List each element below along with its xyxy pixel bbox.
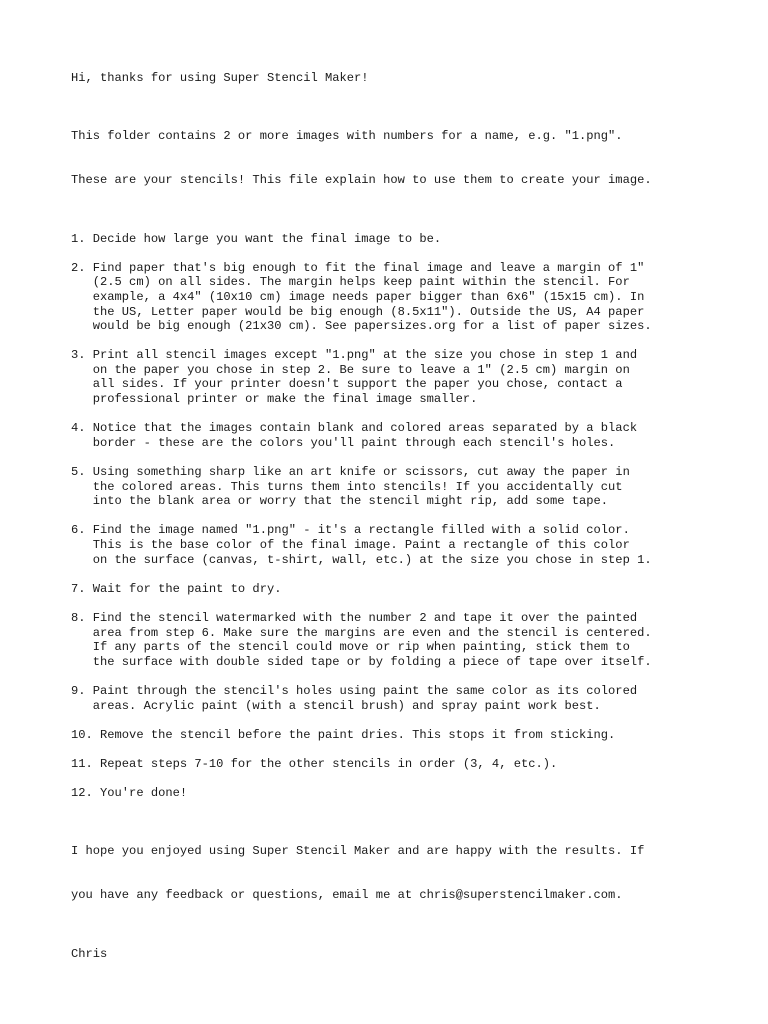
step-item: [71, 684, 761, 713]
step-line: into the blank area or worry that the stencil might rip, add some tape.: [71, 494, 609, 509]
step-line: 12. You're done!: [71, 786, 188, 801]
step-item: [71, 261, 761, 334]
step-line: This is the base color of the final image. Paint a rectangle of this color: [71, 538, 630, 552]
step-line: 5. Using something sharp like an art knife or scissors, cut away the paper in: [71, 465, 630, 480]
step-item: [71, 232, 761, 247]
step-line: 2. Find paper that's big enough to fit the final image and leave a margin of 1": [71, 260, 645, 275]
step-line: 8. Find the stencil watermarked with the number 2 and tape it over the painted: [71, 610, 638, 625]
step-line: 1. Decide how large you want the final image to be.: [71, 231, 442, 246]
step-line: 11. Repeat steps 7-10 for the other stencils in order (3, 4, etc.).: [71, 756, 558, 771]
step-line: professional printer or make the final image smaller.: [71, 392, 478, 407]
step-item: [71, 582, 761, 597]
step-line: on the surface (canvas, t-shirt, wall, etc.) at the size you chose in step 1.: [71, 552, 652, 567]
steps-list: [71, 232, 761, 801]
step-item: [71, 786, 761, 801]
step-item: [71, 348, 761, 406]
step-line: the colored areas. This turns them into stencils! If you accidentally cut: [71, 479, 623, 494]
step-line: on the paper you chose in step 2. Be sure to leave a 1" (2.5 cm) margin on: [71, 362, 630, 377]
step-item: [71, 757, 761, 772]
step-line: 6. Find the image named "1.png" - it's a rectangle filled with a solid color.: [71, 523, 630, 538]
closing-line: you have any feedback or questions, email me at chris@superstencilmaker.com.: [71, 888, 623, 903]
intro-line: These are your stencils! This file explain how to use them to create your image.: [71, 173, 652, 188]
step-item: [71, 465, 761, 509]
step-line: example, a 4x4" (10x10 cm) image needs paper bigger than 6x6" (15x15 cm). In: [71, 289, 645, 304]
step-line: would be big enough (21x30 cm). See papersizes.org for a list of paper sizes.: [71, 319, 652, 334]
closing-paragraph: [71, 815, 761, 932]
greeting-line: Hi, thanks for using Super Stencil Maker!: [71, 71, 369, 85]
step-line: 3. Print all stencil images except "1.png" at the size you chose in step 1 and: [71, 348, 638, 363]
step-line: all sides. If your printer doesn't support the paper you chose, contact a: [71, 377, 623, 392]
step-line: the US, Letter paper would be big enough (8.5x11"). Outside the US, A4 paper: [71, 304, 645, 319]
step-line: border - these are the colors you'll paint through each stencil's holes.: [71, 435, 616, 450]
step-line: If any parts of the stencil could move or rip when painting, stick them to: [71, 640, 630, 655]
step-line: 4. Notice that the images contain blank and colored areas separated by a black: [71, 421, 638, 436]
step-item: [71, 728, 761, 743]
step-line: areas. Acrylic paint (with a stencil brush) and spray paint work best.: [71, 698, 601, 713]
closing-line: I hope you enjoyed using Super Stencil Maker and are happy with the results. If: [71, 844, 645, 859]
intro-line: This folder contains 2 or more images with numbers for a name, e.g. "1.png".: [71, 129, 623, 144]
step-line: 10. Remove the stencil before the paint dries. This stops it from sticking.: [71, 727, 616, 742]
step-line: (2.5 cm) on all sides. The margin helps keep paint within the stencil. For: [71, 275, 630, 290]
step-item: [71, 611, 761, 669]
step-line: area from step 6. Make sure the margins are even and the stencil is centered.: [71, 625, 652, 640]
step-line: the surface with double sided tape or by folding a piece of tape over itself.: [71, 654, 652, 669]
intro-paragraph: [71, 100, 761, 217]
document-body: [71, 71, 761, 976]
step-line: 9. Paint through the stencil's holes using paint the same color as its colored: [71, 683, 638, 698]
step-item: [71, 421, 761, 450]
step-line: 7. Wait for the paint to dry.: [71, 581, 282, 596]
signature: Chris: [71, 946, 108, 961]
step-item: [71, 523, 761, 567]
